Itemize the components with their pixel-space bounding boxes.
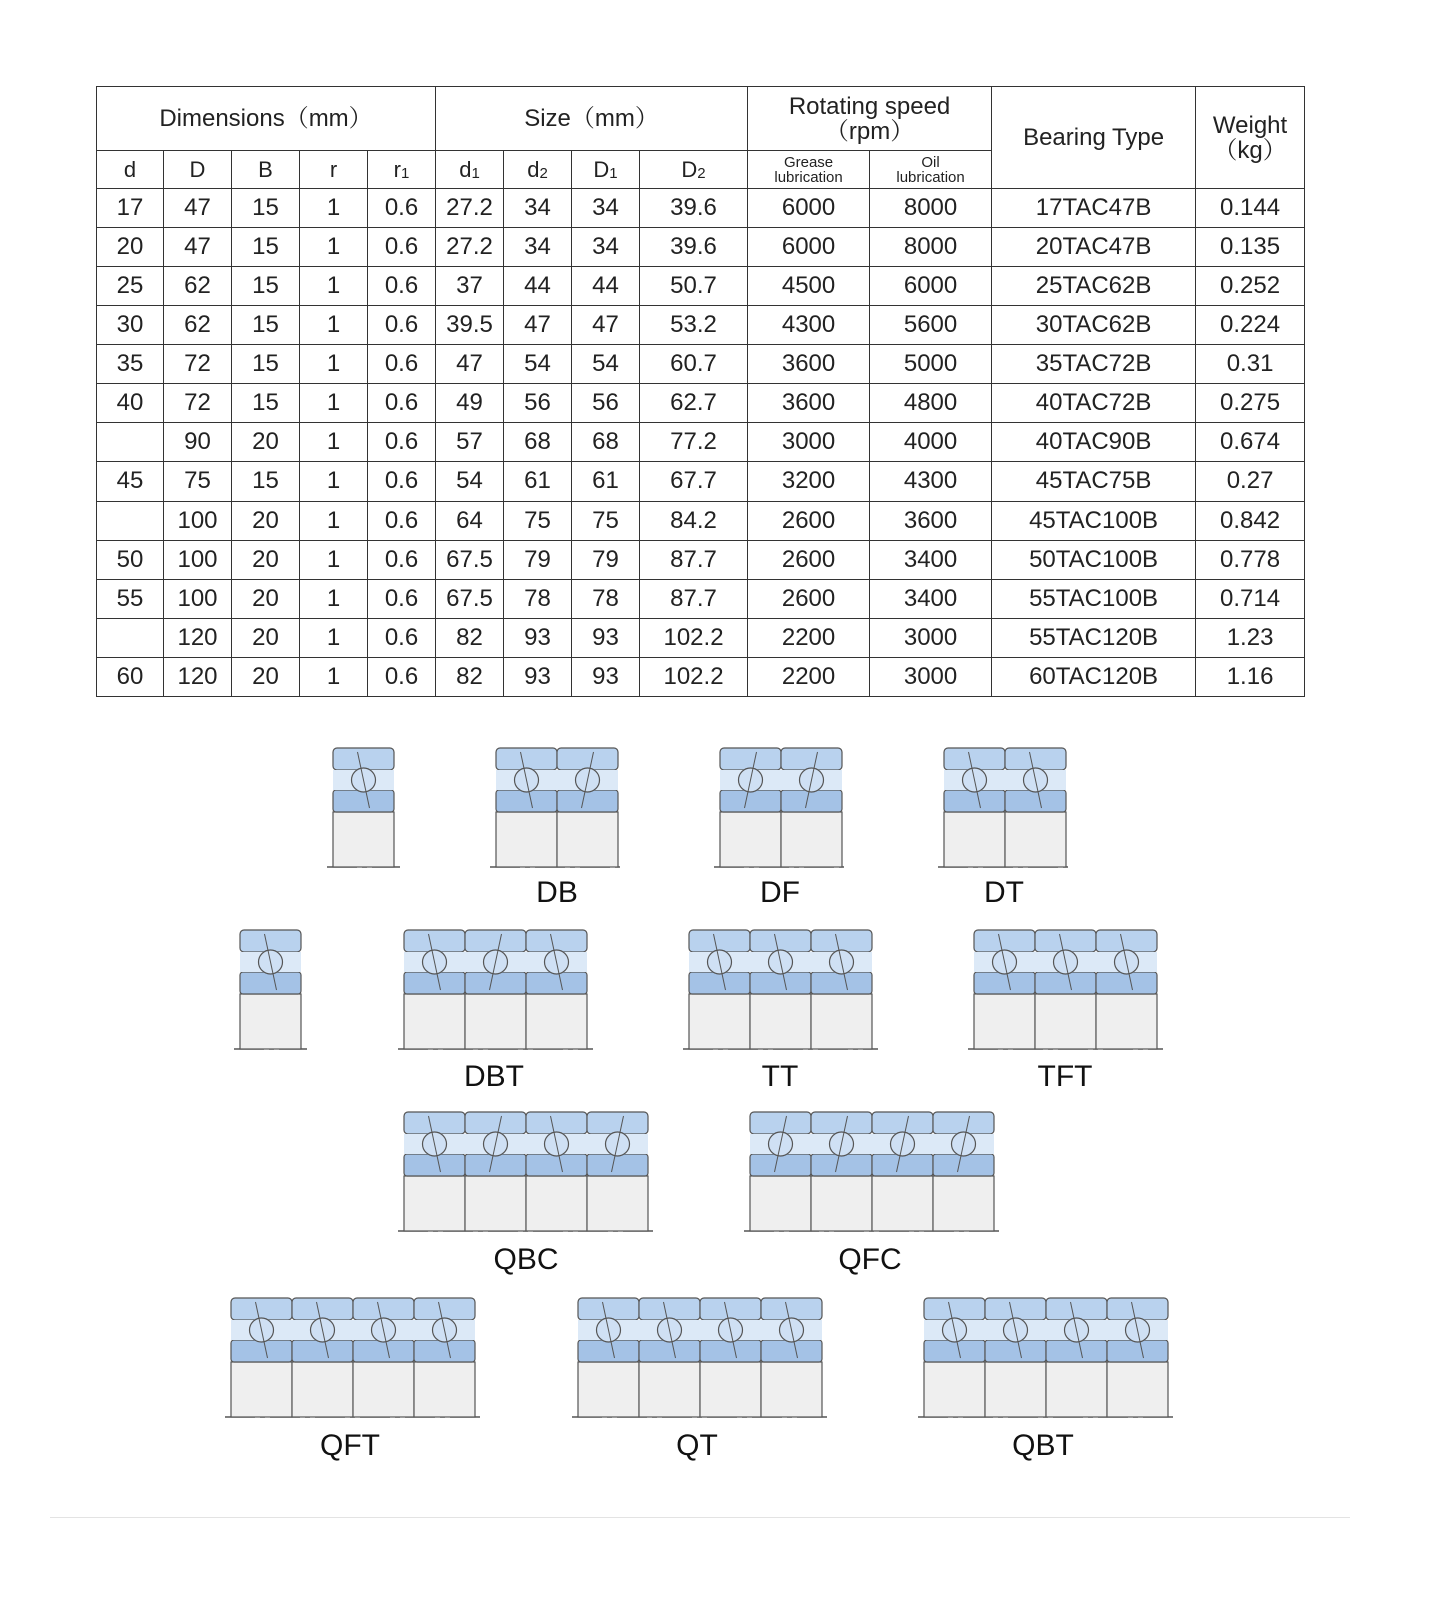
bearing-unit [750,1112,811,1231]
header-grease-line1: Grease [783,153,834,171]
cell-bearing-type: 40TAC72B [992,384,1196,423]
header-r: r [300,151,368,189]
bearing-arrangement-qbt [918,1298,1174,1462]
bearing-unit [496,748,557,867]
cell-d: 55 [97,579,164,618]
cell-D2: 60.7 [640,345,748,384]
bearing-unit [933,1112,994,1231]
cell-r1: 0.6 [368,423,436,462]
cell-weight: 0.674 [1196,423,1305,462]
bearing-unit [781,748,842,867]
cell-d1: 27.2 [436,189,504,228]
bearing-unit [720,748,781,867]
cell-bearing-type: 45TAC100B [992,501,1196,540]
cell-grease-speed: 3600 [748,345,870,384]
header-d1-main: d [459,156,472,182]
cell-d2: 93 [504,657,572,696]
header-d1-sub: 1 [471,164,480,182]
cell-d1: 82 [436,657,504,696]
cell-D2: 53.2 [640,306,748,345]
bearing-unit [353,1298,414,1417]
bearing-unit [465,930,526,1049]
bearing-unit [985,1298,1046,1417]
cell-D: 120 [164,618,232,657]
header-grease-line2: lubrication [774,168,843,186]
cell-bearing-type: 55TAC100B [992,579,1196,618]
cell-D: 62 [164,306,232,345]
cell-D1: 68 [572,423,640,462]
cell-d: 45 [97,462,164,501]
bearing-unit [924,1298,985,1417]
bearing-unit [292,1298,353,1417]
cell-oil-speed: 4000 [870,423,992,462]
bearing-unit [465,1112,526,1231]
cell-weight: 0.224 [1196,306,1305,345]
cell-D2: 39.6 [640,228,748,267]
cell-d1: 54 [436,462,504,501]
cell-r1: 0.6 [368,462,436,501]
cell-d2: 34 [504,228,572,267]
bearing-unit [872,1112,933,1231]
bearing-arrangement-tft [968,930,1163,1093]
cell-d: 40 [97,384,164,423]
bearing-unit [944,748,1005,867]
header-bearing-type: Bearing Type [992,87,1196,189]
cell-d2: 78 [504,579,572,618]
bearing-unit [414,1298,475,1417]
bearing-arrangement-qft [225,1298,481,1462]
cell-d1: 39.5 [436,306,504,345]
cell-weight: 0.31 [1196,345,1305,384]
cell-D2: 87.7 [640,540,748,579]
cell-r: 1 [300,423,368,462]
cell-D1: 34 [572,189,640,228]
bearing-unit [231,1298,292,1417]
cell-grease-speed: 2200 [748,657,870,696]
cell-B: 15 [232,189,300,228]
cell-B: 15 [232,462,300,501]
arrangement-label: TT [761,1060,799,1093]
cell-weight: 1.23 [1196,618,1305,657]
cell-bearing-type: 35TAC72B [992,345,1196,384]
cell-B: 20 [232,501,300,540]
cell-bearing-type: 55TAC120B [992,618,1196,657]
bearing-unit [557,748,618,867]
cell-oil-speed: 5000 [870,345,992,384]
arrangement-label: QFT [320,1429,380,1462]
cell-D: 120 [164,657,232,696]
cell-D: 75 [164,462,232,501]
bearing-unit [700,1298,761,1417]
arrangement-label: DT [984,876,1024,909]
cell-D1: 56 [572,384,640,423]
cell-r: 1 [300,306,368,345]
cell-B: 15 [232,306,300,345]
footer-divider [50,1517,1350,1518]
cell-d: 17 [97,189,164,228]
header-size: Size（mm） [436,87,748,151]
bearing-arrangement-dbt [398,930,593,1093]
cell-weight: 1.16 [1196,657,1305,696]
cell-weight: 0.842 [1196,501,1305,540]
cell-B: 20 [232,423,300,462]
header-D1-sub: 1 [609,164,618,182]
cell-grease-speed: 4300 [748,306,870,345]
cell-bearing-type: 17TAC47B [992,189,1196,228]
cell-d1: 82 [436,618,504,657]
header-D2-main: D [681,156,698,182]
cell-oil-speed: 4300 [870,462,992,501]
bearing-arrangement-single-0 [327,748,400,867]
cell-D2: 102.2 [640,657,748,696]
bearing-unit [526,930,587,1049]
header-d2-sub: 2 [539,164,548,182]
cell-D: 100 [164,501,232,540]
bearing-unit [333,748,394,867]
cell-B: 15 [232,384,300,423]
header-d2-main: d [527,156,540,182]
cell-D2: 67.7 [640,462,748,501]
bearing-arrangement-dt [938,748,1072,909]
bearing-unit [404,1112,465,1231]
header-d: d [97,151,164,189]
cell-d2: 44 [504,267,572,306]
cell-d1: 57 [436,423,504,462]
cell-d2: 68 [504,423,572,462]
bearing-unit [578,1298,639,1417]
cell-B: 20 [232,579,300,618]
cell-oil-speed: 5600 [870,306,992,345]
cell-oil-speed: 4800 [870,384,992,423]
bearing-unit [1096,930,1157,1049]
cell-grease-speed: 6000 [748,189,870,228]
cell-oil-speed: 8000 [870,228,992,267]
header-D: D [164,151,232,189]
arrangement-label: QBT [1012,1429,1074,1462]
cell-D2: 84.2 [640,501,748,540]
cell-r: 1 [300,462,368,501]
cell-D2: 39.6 [640,189,748,228]
cell-d2: 75 [504,501,572,540]
bearing-unit [1005,748,1066,867]
header-oil-line2: lubrication [896,168,965,186]
cell-d: 60 [97,657,164,696]
bearing-arrangement-qt [572,1298,828,1462]
bearing-unit [811,1112,872,1231]
cell-B: 15 [232,267,300,306]
cell-weight: 0.778 [1196,540,1305,579]
cell-r: 1 [300,540,368,579]
cell-D: 72 [164,384,232,423]
cell-d: 30 [97,306,164,345]
cell-d2: 56 [504,384,572,423]
arrangement-label: QBC [493,1243,559,1276]
cell-D2: 77.2 [640,423,748,462]
header-B: B [232,151,300,189]
header-speed-line2: （rpm） [824,117,915,145]
bearing-unit [974,930,1035,1049]
cell-D1: 93 [572,657,640,696]
cell-D2: 87.7 [640,579,748,618]
cell-d2: 54 [504,345,572,384]
cell-bearing-type: 20TAC47B [992,228,1196,267]
bearing-unit [526,1112,587,1231]
cell-D: 47 [164,189,232,228]
bearing-unit [1046,1298,1107,1417]
cell-grease-speed: 2200 [748,618,870,657]
cell-r1: 0.6 [368,540,436,579]
cell-weight: 0.252 [1196,267,1305,306]
cell-r1: 0.6 [368,267,436,306]
cell-oil-speed: 3400 [870,540,992,579]
cell-D1: 78 [572,579,640,618]
cell-d2: 34 [504,189,572,228]
cell-B: 20 [232,540,300,579]
cell-B: 20 [232,657,300,696]
cell-weight: 0.144 [1196,189,1305,228]
cell-D: 100 [164,579,232,618]
cell-D2: 50.7 [640,267,748,306]
arrangement-label: TFT [1037,1060,1093,1093]
cell-oil-speed: 8000 [870,189,992,228]
bearing-arrangement-qfc [744,1112,1000,1276]
bearing-unit [1107,1298,1168,1417]
cell-d1: 67.5 [436,540,504,579]
cell-d: 50 [97,540,164,579]
cell-d2: 47 [504,306,572,345]
cell-D: 90 [164,423,232,462]
cell-d1: 27.2 [436,228,504,267]
cell-d: 35 [97,345,164,384]
cell-r: 1 [300,579,368,618]
cell-r1: 0.6 [368,228,436,267]
cell-weight: 0.714 [1196,579,1305,618]
cell-weight: 0.135 [1196,228,1305,267]
cell-D: 100 [164,540,232,579]
cell-D1: 34 [572,228,640,267]
cell-D1: 44 [572,267,640,306]
cell-D1: 47 [572,306,640,345]
cell-grease-speed: 2600 [748,579,870,618]
arrangement-label: QFC [838,1243,902,1276]
arrangement-label: DF [760,876,800,909]
cell-bearing-type: 40TAC90B [992,423,1196,462]
cell-grease-speed: 3200 [748,462,870,501]
cell-r1: 0.6 [368,657,436,696]
header-weight-line2: （kg） [1213,136,1287,164]
arrangement-label: QT [676,1429,718,1462]
cell-d1: 37 [436,267,504,306]
header-D2-sub: 2 [697,164,706,182]
cell-bearing-type: 45TAC75B [992,462,1196,501]
bearing-unit [240,930,301,1049]
bearing-unit [750,930,811,1049]
cell-D1: 75 [572,501,640,540]
cell-oil-speed: 3000 [870,657,992,696]
cell-r1: 0.6 [368,306,436,345]
header-D1-main: D [593,156,610,182]
cell-D1: 93 [572,618,640,657]
cell-d: 20 [97,228,164,267]
cell-d1: 49 [436,384,504,423]
cell-bearing-type: 30TAC62B [992,306,1196,345]
cell-D1: 79 [572,540,640,579]
header-speed-line1: Rotating speed [788,92,951,120]
bearing-unit [689,930,750,1049]
cell-B: 15 [232,228,300,267]
cell-B: 20 [232,618,300,657]
bearing-arrangement-single-4 [234,930,307,1049]
header-weight-line1: Weight [1212,111,1288,139]
cell-r: 1 [300,267,368,306]
bearing-unit [639,1298,700,1417]
cell-D1: 54 [572,345,640,384]
cell-r: 1 [300,618,368,657]
arrangement-label: DB [536,876,578,909]
cell-r: 1 [300,384,368,423]
bearing-arrangement-tt [683,930,878,1093]
cell-r: 1 [300,501,368,540]
cell-D: 47 [164,228,232,267]
cell-grease-speed: 2600 [748,540,870,579]
cell-d2: 79 [504,540,572,579]
cell-bearing-type: 50TAC100B [992,540,1196,579]
header-r1-main: r [393,156,401,182]
cell-r1: 0.6 [368,618,436,657]
header-oil-line1: Oil [921,153,940,171]
cell-d1: 64 [436,501,504,540]
cell-bearing-type: 25TAC62B [992,267,1196,306]
cell-d1: 47 [436,345,504,384]
cell-oil-speed: 3600 [870,501,992,540]
cell-d: 25 [97,267,164,306]
cell-grease-speed: 4500 [748,267,870,306]
cell-oil-speed: 6000 [870,267,992,306]
cell-D1: 61 [572,462,640,501]
bearing-arrangement-df [714,748,848,909]
cell-grease-speed: 2600 [748,501,870,540]
cell-bearing-type: 60TAC120B [992,657,1196,696]
cell-D: 72 [164,345,232,384]
cell-r: 1 [300,228,368,267]
arrangement-label: DBT [464,1060,524,1093]
cell-weight: 0.27 [1196,462,1305,501]
header-r1-sub: 1 [400,164,410,182]
cell-grease-speed: 3600 [748,384,870,423]
cell-grease-speed: 6000 [748,228,870,267]
cell-oil-speed: 3000 [870,618,992,657]
bearing-arrangement-db [490,748,624,909]
cell-d2: 61 [504,462,572,501]
cell-r: 1 [300,657,368,696]
cell-r1: 0.6 [368,579,436,618]
cell-r1: 0.6 [368,384,436,423]
cell-d1: 67.5 [436,579,504,618]
cell-weight: 0.275 [1196,384,1305,423]
cell-D2: 62.7 [640,384,748,423]
bearing-arrangement-qbc [398,1112,654,1276]
cell-grease-speed: 3000 [748,423,870,462]
cell-D2: 102.2 [640,618,748,657]
bearing-unit [404,930,465,1049]
cell-r1: 0.6 [368,501,436,540]
bearing-unit [761,1298,822,1417]
cell-d2: 93 [504,618,572,657]
bearing-unit [587,1112,648,1231]
cell-r1: 0.6 [368,189,436,228]
bearing-unit [1035,930,1096,1049]
cell-D: 62 [164,267,232,306]
cell-r: 1 [300,189,368,228]
header-dimensions: Dimensions（mm） [97,87,436,151]
cell-r: 1 [300,345,368,384]
bearing-unit [811,930,872,1049]
cell-B: 15 [232,345,300,384]
cell-r1: 0.6 [368,345,436,384]
cell-oil-speed: 3400 [870,579,992,618]
